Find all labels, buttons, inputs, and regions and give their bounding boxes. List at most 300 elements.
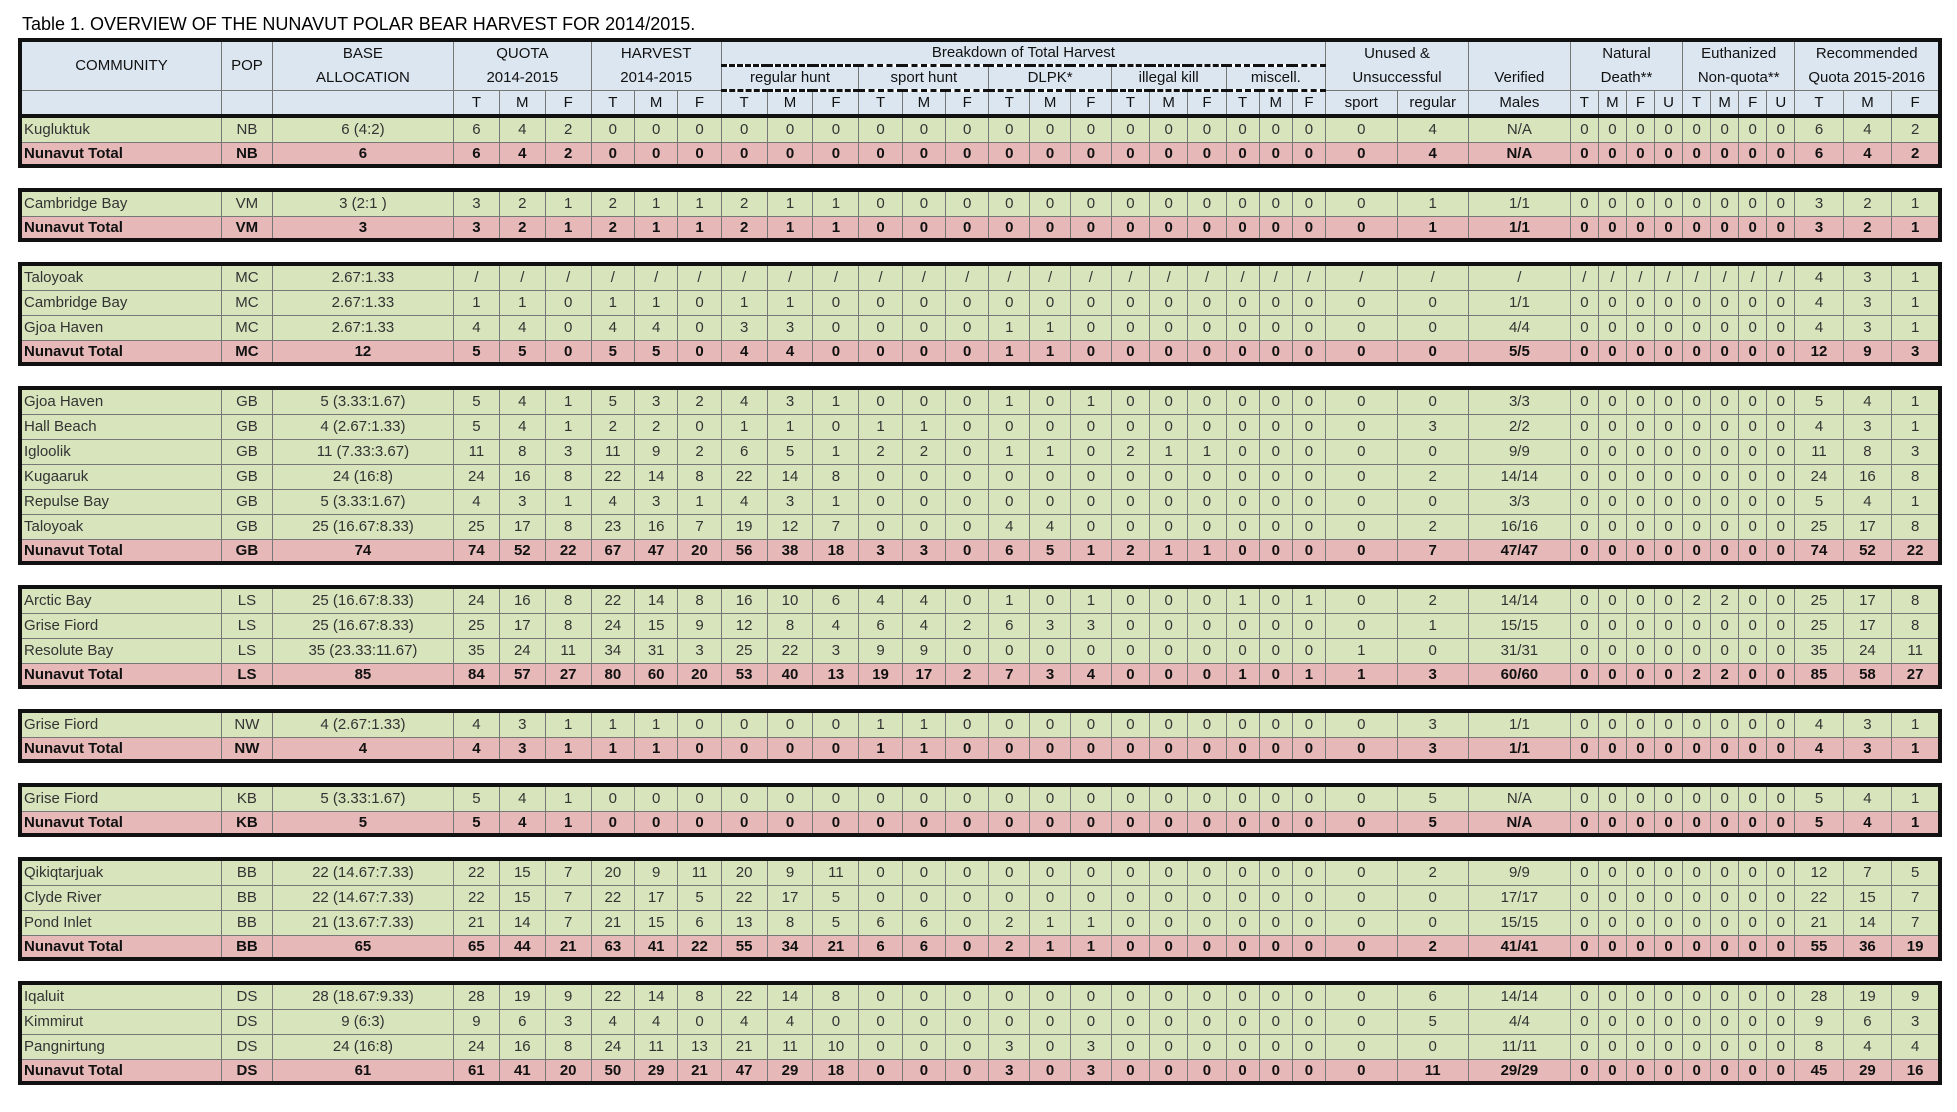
value-cell: 3	[1892, 440, 1940, 465]
value-cell: 0	[1292, 711, 1325, 738]
value-cell: 4	[591, 490, 634, 515]
value-cell: 0	[1111, 1010, 1149, 1035]
value-cell: 0	[1397, 291, 1468, 316]
header-unused-1: Unused &	[1326, 40, 1469, 66]
value-cell: 0	[902, 983, 945, 1010]
value-cell: 0	[767, 711, 813, 738]
value-cell: 3	[1397, 738, 1468, 762]
value-cell: 0	[813, 711, 859, 738]
value-cell: 29	[635, 1060, 678, 1084]
value-cell: 0	[1767, 1010, 1795, 1035]
value-cell: 0	[1626, 116, 1654, 143]
base-allocation-cell: 4 (2.67:1.33)	[272, 711, 453, 738]
value-cell: 0	[1111, 388, 1149, 415]
total-row	[20, 143, 1940, 167]
value-cell: 0	[1226, 983, 1259, 1010]
value-cell: 0	[1188, 190, 1226, 217]
value-cell: 0	[1111, 886, 1149, 911]
value-cell: 0	[813, 415, 859, 440]
value-cell: 1	[1188, 440, 1226, 465]
value-cell: 0	[1259, 886, 1292, 911]
value-cell: 0	[813, 143, 859, 167]
value-cell: 3	[989, 1035, 1030, 1060]
value-cell: 0	[1259, 859, 1292, 886]
value-cell: 0	[1150, 143, 1188, 167]
value-cell: 0	[1739, 936, 1767, 960]
value-cell: 0	[1711, 936, 1739, 960]
value-cell: 1	[591, 291, 634, 316]
value-cell: 0	[859, 316, 902, 341]
value-cell: 0	[1683, 415, 1711, 440]
value-cell: 16	[1843, 465, 1891, 490]
value-cell: 0	[1739, 515, 1767, 540]
value-cell: 0	[1292, 388, 1325, 415]
base-allocation-cell: 21 (13.67:7.33)	[272, 911, 453, 936]
value-cell: 0	[1683, 116, 1711, 143]
value-cell: 3	[1070, 1060, 1111, 1084]
value-cell: 0	[1150, 785, 1188, 812]
value-cell: 4	[453, 316, 499, 341]
value-cell: 0	[1292, 614, 1325, 639]
value-cell: 18	[813, 1060, 859, 1084]
value-cell: 0	[678, 116, 721, 143]
value-cell: 0	[989, 217, 1030, 241]
value-cell: 6	[859, 936, 902, 960]
value-cell: 0	[1570, 936, 1598, 960]
value-cell: 0	[1070, 639, 1111, 664]
value-cell: 18	[813, 540, 859, 564]
value-cell: 0	[1188, 465, 1226, 490]
value-cell: 0	[1598, 291, 1626, 316]
base-allocation-cell: 25 (16.67:8.33)	[272, 587, 453, 614]
value-cell: 8	[545, 587, 591, 614]
value-cell: 85	[1795, 664, 1843, 688]
value-cell: 0	[989, 983, 1030, 1010]
value-cell: 3	[721, 316, 767, 341]
value-cell: 5	[1795, 490, 1843, 515]
value-cell: 0	[813, 812, 859, 836]
value-cell: 0	[859, 388, 902, 415]
value-cell: 2	[1111, 440, 1149, 465]
subheader-euth-t: T	[1683, 91, 1711, 117]
value-cell: 0	[1111, 1060, 1149, 1084]
value-cell: 0	[902, 812, 945, 836]
value-cell: 0	[1626, 1060, 1654, 1084]
value-cell: 2	[1843, 190, 1891, 217]
value-cell: 0	[1150, 983, 1188, 1010]
value-cell: 0	[1655, 388, 1683, 415]
value-cell: 1	[859, 738, 902, 762]
base-allocation-cell: 4	[272, 738, 453, 762]
value-cell: 1	[545, 711, 591, 738]
value-cell: 16	[721, 587, 767, 614]
base-allocation-cell: 6	[272, 143, 453, 167]
value-cell: 80	[591, 664, 634, 688]
value-cell: 1	[1892, 316, 1940, 341]
value-cell: 0	[1570, 341, 1598, 365]
value-cell: 8	[1892, 587, 1940, 614]
value-cell: 0	[1767, 1060, 1795, 1084]
value-cell: 0	[1292, 116, 1325, 143]
value-cell: 0	[1150, 190, 1188, 217]
subheader-euth-u: U	[1767, 91, 1795, 117]
value-cell: 0	[1739, 490, 1767, 515]
value-cell: 2	[1397, 465, 1468, 490]
pop-cell: NB	[221, 143, 272, 167]
base-allocation-cell: 2.67:1.33	[272, 264, 453, 291]
value-cell: 0	[1292, 1060, 1325, 1084]
value-cell: 0	[1150, 738, 1188, 762]
value-cell: 1	[989, 440, 1030, 465]
value-cell: 0	[1292, 983, 1325, 1010]
value-cell: 0	[1655, 116, 1683, 143]
value-cell: 0	[1655, 341, 1683, 365]
value-cell: 16	[499, 1035, 545, 1060]
value-cell: /	[1397, 264, 1468, 291]
value-cell: 0	[946, 1010, 989, 1035]
value-cell: 0	[1226, 1010, 1259, 1035]
value-cell: 0	[1683, 859, 1711, 886]
value-cell: 0	[1150, 1010, 1188, 1035]
value-cell: 0	[1326, 515, 1397, 540]
value-cell: 0	[989, 190, 1030, 217]
value-cell: 0	[1767, 440, 1795, 465]
table-row	[20, 116, 1940, 143]
value-cell: 0	[545, 341, 591, 365]
value-cell: /	[946, 264, 989, 291]
value-cell: 0	[1326, 587, 1397, 614]
value-cell: 3	[1030, 614, 1071, 639]
value-cell: 0	[1292, 341, 1325, 365]
value-cell: 0	[1150, 388, 1188, 415]
value-cell: 55	[1795, 936, 1843, 960]
value-cell: 4	[499, 388, 545, 415]
value-cell: 4	[591, 316, 634, 341]
value-cell: 0	[1767, 983, 1795, 1010]
value-cell: 0	[946, 812, 989, 836]
value-cell: 0	[1711, 1035, 1739, 1060]
value-cell: 0	[1326, 983, 1397, 1010]
value-cell: 0	[1326, 440, 1397, 465]
value-cell: 5	[1795, 785, 1843, 812]
value-cell: 0	[1030, 1035, 1071, 1060]
value-cell: 53	[721, 664, 767, 688]
value-cell: 0	[1626, 614, 1654, 639]
value-cell: 0	[1739, 440, 1767, 465]
subheader-misc-f: F	[1292, 91, 1325, 117]
value-cell: 0	[1598, 738, 1626, 762]
value-cell: 0	[1739, 738, 1767, 762]
value-cell: 4	[1843, 143, 1891, 167]
value-cell: 0	[1683, 785, 1711, 812]
value-cell: 41	[635, 936, 678, 960]
value-cell: 0	[1111, 291, 1149, 316]
value-cell: 0	[946, 587, 989, 614]
value-cell: 11	[1795, 440, 1843, 465]
value-cell: 1	[1892, 785, 1940, 812]
community-cell: Arctic Bay	[20, 587, 221, 614]
value-cell: 0	[1259, 1060, 1292, 1084]
value-cell: 0	[859, 812, 902, 836]
value-cell: 0	[767, 116, 813, 143]
header-euth-2: Non-quota**	[1683, 66, 1795, 91]
value-cell: 0	[1683, 738, 1711, 762]
value-cell: 3	[499, 711, 545, 738]
value-cell: 0	[545, 316, 591, 341]
base-allocation-cell: 22 (14.67:7.33)	[272, 886, 453, 911]
value-cell: 1	[767, 415, 813, 440]
value-cell: 0	[1739, 316, 1767, 341]
value-cell: 5	[1397, 785, 1468, 812]
value-cell: 8	[678, 587, 721, 614]
subheader-euth-m: M	[1711, 91, 1739, 117]
value-cell: 0	[1030, 388, 1071, 415]
value-cell: 0	[1711, 291, 1739, 316]
value-cell: 60/60	[1468, 664, 1570, 688]
value-cell: 4	[1795, 291, 1843, 316]
community-cell: Grise Fiord	[20, 785, 221, 812]
value-cell: 24	[499, 639, 545, 664]
value-cell: 0	[1598, 515, 1626, 540]
value-cell: 52	[499, 540, 545, 564]
value-cell: 38	[767, 540, 813, 564]
value-cell: 0	[1598, 440, 1626, 465]
subheader-sport-t: T	[859, 91, 902, 117]
base-allocation-cell: 28 (18.67:9.33)	[272, 983, 453, 1010]
value-cell: 1	[813, 490, 859, 515]
value-cell: 1	[678, 490, 721, 515]
value-cell: 0	[1655, 1035, 1683, 1060]
value-cell: 11	[813, 859, 859, 886]
subheader-harvest-t: T	[591, 91, 634, 117]
value-cell: 1	[1070, 936, 1111, 960]
value-cell: 15	[635, 911, 678, 936]
value-cell: 0	[1226, 936, 1259, 960]
value-cell: 0	[1626, 190, 1654, 217]
value-cell: 0	[1070, 859, 1111, 886]
group-spacer	[20, 563, 1940, 587]
value-cell: 0	[989, 886, 1030, 911]
value-cell: 4	[1843, 812, 1891, 836]
value-cell: 0	[1188, 143, 1226, 167]
value-cell: 0	[1598, 217, 1626, 241]
value-cell: 0	[1598, 1060, 1626, 1084]
value-cell: 0	[1711, 1010, 1739, 1035]
value-cell: 0	[1570, 515, 1598, 540]
value-cell: 15	[499, 886, 545, 911]
value-cell: 2	[1397, 936, 1468, 960]
value-cell: 0	[1570, 116, 1598, 143]
value-cell: 1	[591, 738, 634, 762]
value-cell: 3/3	[1468, 490, 1570, 515]
value-cell: 5	[453, 415, 499, 440]
value-cell: 0	[989, 639, 1030, 664]
value-cell: 0	[1570, 738, 1598, 762]
value-cell: 0	[1226, 217, 1259, 241]
value-cell: 0	[1226, 639, 1259, 664]
value-cell: 7	[1843, 859, 1891, 886]
value-cell: /	[1150, 264, 1188, 291]
value-cell: 0	[1150, 116, 1188, 143]
value-cell: 0	[902, 859, 945, 886]
subheader-rec-m: M	[1843, 91, 1891, 117]
value-cell: 25	[453, 515, 499, 540]
value-cell: 3	[1795, 190, 1843, 217]
value-cell: 0	[1226, 415, 1259, 440]
value-cell: 11/11	[1468, 1035, 1570, 1060]
total-row	[20, 1060, 1940, 1084]
value-cell: 0	[1767, 316, 1795, 341]
value-cell: 74	[1795, 540, 1843, 564]
value-cell: 16/16	[1468, 515, 1570, 540]
value-cell: 3	[767, 316, 813, 341]
value-cell: 0	[1739, 983, 1767, 1010]
value-cell: 4	[721, 341, 767, 365]
value-cell: 0	[1626, 291, 1654, 316]
value-cell: 3	[859, 540, 902, 564]
table-row	[20, 388, 1940, 415]
value-cell: 16	[499, 587, 545, 614]
value-cell: 0	[1711, 639, 1739, 664]
value-cell: 3	[1892, 341, 1940, 365]
community-cell: Kugaaruk	[20, 465, 221, 490]
value-cell: 0	[1711, 711, 1739, 738]
value-cell: 1	[499, 291, 545, 316]
value-cell: 0	[1626, 911, 1654, 936]
value-cell: 4/4	[1468, 316, 1570, 341]
value-cell: 2	[1683, 664, 1711, 688]
value-cell: 15/15	[1468, 614, 1570, 639]
value-cell: 0	[1397, 911, 1468, 936]
value-cell: 47	[635, 540, 678, 564]
table-row	[20, 415, 1940, 440]
table-row	[20, 465, 1940, 490]
value-cell: 0	[1711, 217, 1739, 241]
community-cell: Gjoa Haven	[20, 316, 221, 341]
subheader-unused-regular: regular	[1397, 91, 1468, 117]
value-cell: 0	[1626, 711, 1654, 738]
value-cell: 1	[1188, 540, 1226, 564]
header-subcolumns	[20, 91, 1940, 117]
value-cell: 4	[813, 614, 859, 639]
value-cell: /	[859, 264, 902, 291]
value-cell: 0	[1655, 143, 1683, 167]
subheader-quota-f: F	[545, 91, 591, 117]
value-cell: 0	[1683, 1010, 1711, 1035]
value-cell: 1	[635, 738, 678, 762]
value-cell: 1	[545, 738, 591, 762]
value-cell: 0	[591, 143, 634, 167]
value-cell: /	[1767, 264, 1795, 291]
subheader-euth-f: F	[1739, 91, 1767, 117]
value-cell: 0	[591, 785, 634, 812]
value-cell: 1	[813, 440, 859, 465]
value-cell: 4	[1397, 143, 1468, 167]
value-cell: 0	[902, 143, 945, 167]
value-cell: 11	[453, 440, 499, 465]
value-cell: 0	[1070, 886, 1111, 911]
value-cell: 8	[767, 911, 813, 936]
value-cell: 22	[1795, 886, 1843, 911]
value-cell: 4	[453, 711, 499, 738]
value-cell: 0	[1570, 465, 1598, 490]
value-cell: 0	[1570, 440, 1598, 465]
value-cell: 0	[1626, 785, 1654, 812]
value-cell: /	[1468, 264, 1570, 291]
value-cell: 0	[678, 143, 721, 167]
value-cell: 0	[1259, 217, 1292, 241]
value-cell: 0	[1188, 217, 1226, 241]
table-title: Table 1. OVERVIEW OF THE NUNAVUT POLAR BEAR HARVEST FOR 2014/2015.	[22, 14, 696, 34]
value-cell: 0	[678, 1010, 721, 1035]
value-cell: 0	[1070, 341, 1111, 365]
value-cell: 3	[635, 388, 678, 415]
subheader-harvest-m: M	[635, 91, 678, 117]
base-allocation-cell: 5	[272, 812, 453, 836]
value-cell: 0	[1683, 886, 1711, 911]
value-cell: 0	[1030, 886, 1071, 911]
value-cell: 0	[1226, 388, 1259, 415]
value-cell: 7	[989, 664, 1030, 688]
header-quota-2: 2014-2015	[453, 66, 591, 91]
pop-cell: VM	[221, 190, 272, 217]
value-cell: 3	[1397, 711, 1468, 738]
header-euth-1: Euthanized	[1683, 40, 1795, 66]
value-cell: 0	[1739, 886, 1767, 911]
value-cell: 6	[1795, 116, 1843, 143]
pop-cell: GB	[221, 388, 272, 415]
value-cell: 29	[1843, 1060, 1891, 1084]
header-community: COMMUNITY	[20, 40, 221, 91]
value-cell: 14/14	[1468, 587, 1570, 614]
value-cell: 8	[813, 465, 859, 490]
value-cell: 9	[678, 614, 721, 639]
value-cell: 0	[946, 886, 989, 911]
value-cell: 0	[635, 785, 678, 812]
value-cell: 0	[859, 190, 902, 217]
value-cell: 0	[1655, 785, 1683, 812]
value-cell: 6	[813, 587, 859, 614]
value-cell: 0	[1259, 440, 1292, 465]
value-cell: 5	[499, 341, 545, 365]
value-cell: 0	[1626, 515, 1654, 540]
group-spacer	[20, 240, 1940, 264]
value-cell: 0	[902, 291, 945, 316]
value-cell: 0	[859, 116, 902, 143]
value-cell: 0	[1767, 614, 1795, 639]
value-cell: 0	[1070, 738, 1111, 762]
value-cell: 0	[1767, 291, 1795, 316]
value-cell: 0	[1711, 415, 1739, 440]
value-cell: 0	[1259, 316, 1292, 341]
value-cell: 1	[721, 291, 767, 316]
value-cell: 0	[1070, 116, 1111, 143]
value-cell: 0	[1111, 738, 1149, 762]
value-cell: 0	[1626, 490, 1654, 515]
value-cell: 25	[721, 639, 767, 664]
value-cell: 0	[1150, 1060, 1188, 1084]
value-cell: 0	[678, 291, 721, 316]
value-cell: 0	[1070, 217, 1111, 241]
value-cell: 2	[591, 217, 634, 241]
value-cell: 0	[1570, 190, 1598, 217]
value-cell: 6	[989, 540, 1030, 564]
total-row	[20, 936, 1940, 960]
value-cell: 0	[1188, 983, 1226, 1010]
value-cell: 0	[1655, 859, 1683, 886]
spacer-cell	[20, 166, 1940, 190]
value-cell: 0	[1030, 711, 1071, 738]
